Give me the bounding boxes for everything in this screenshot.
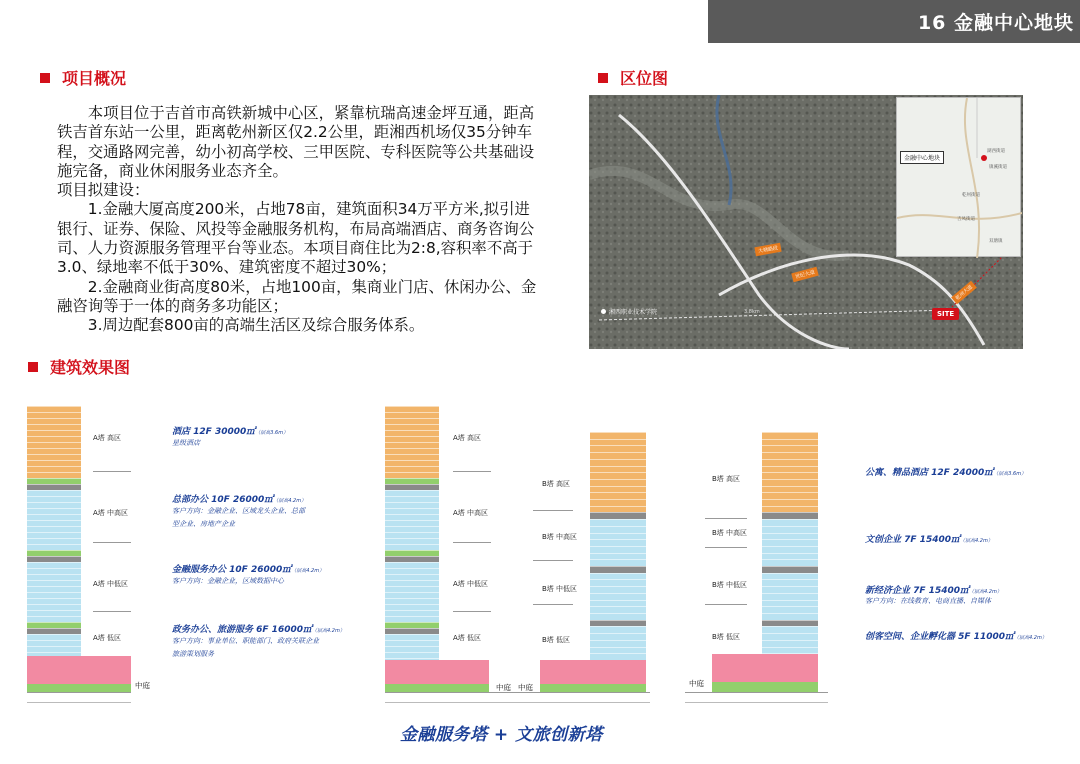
tower-floor [762, 432, 818, 439]
tower-floor [590, 653, 646, 660]
tower-floor [590, 606, 646, 613]
annotation-title: 新经济企业 7F 15400㎡（层高4.2m） [865, 586, 1002, 596]
annotation-text: 客户方向：金融企业，区域数据中心 [172, 577, 284, 585]
distance-label: 3.8km [744, 309, 760, 315]
tower-floor [590, 553, 646, 560]
tower-floor [590, 459, 646, 466]
tower-floor [762, 620, 818, 627]
zone-label: B塔 低区 [712, 633, 741, 641]
tower-floor [590, 506, 646, 513]
zone-divider [533, 560, 573, 561]
tower-floor [590, 432, 646, 439]
inset-place-label: 镇溪街道 [989, 165, 1007, 170]
tower-b-diagram [685, 384, 1070, 710]
tower-floor [590, 647, 646, 654]
tower-a-floors [27, 406, 81, 676]
section-renderings-title: 建筑效果图 [50, 358, 131, 377]
annotation-text: 客户方向：在线教育、电商直播、自媒体 [865, 597, 991, 605]
tower-floor [590, 546, 646, 553]
overview-text [57, 104, 545, 336]
diagram-caption: 金融服务塔 + 文旅创新塔 [400, 725, 603, 745]
tower-floor [590, 445, 646, 452]
tower-floor [590, 526, 646, 533]
tower-floor [762, 633, 818, 640]
tower-floor [762, 466, 818, 473]
courtyard-label: 中庭 [518, 683, 533, 692]
overview-paragraph: 本项目位于吉首市高铁新城中心区，紧靠杭瑞高速金坪互通，距高铁吉首东站一公里，距离乾州新区仅2.2公里，距湘西机场仅35分钟车程，交通路网完善，幼小初高学校、三甲医院、专科医院等公共基础设施完备，商业休闲服务业态齐全。 [57, 104, 535, 180]
tower-floor [590, 579, 646, 586]
ground-line [385, 692, 650, 702]
zone-divider [453, 471, 491, 472]
tower-floor [590, 613, 646, 620]
section-overview-title: 项目概况 [62, 69, 127, 88]
annotation-title: 政务办公、旅游服务 6F 16000㎡（层高4.2m） [172, 625, 345, 635]
tower-a-diagram [27, 384, 372, 710]
inset-place-label: 湖西街道 [987, 149, 1005, 154]
tower-floor [590, 499, 646, 506]
zone-divider [705, 518, 747, 519]
tower-floor [762, 472, 818, 479]
annotation-text: 客户方向：事业单位、职能部门、政府关联企业 [172, 637, 319, 645]
tower-floor [762, 452, 818, 459]
tower-floor [590, 620, 646, 627]
section-overview-heading [40, 66, 126, 89]
courtyard-label: 中庭 [135, 681, 150, 690]
zone-divider [93, 542, 131, 543]
podium [385, 660, 489, 692]
tower-floor [762, 613, 818, 620]
annotation-title: 创客空间、企业孵化器 5F 11000㎡（层高4.2m） [865, 632, 1047, 642]
tower-b-floors [762, 432, 818, 660]
tower-floor [762, 647, 818, 654]
tower-floor [762, 533, 818, 540]
annotation-title: 文创企业 7F 15400㎡（层高4.2m） [865, 535, 993, 545]
tower-a-floors [385, 406, 439, 676]
tower-floor [590, 512, 646, 519]
zone-label: A塔 低区 [93, 634, 122, 642]
tower-floor [590, 573, 646, 580]
annotation-title: 公寓、精品酒店 12F 24000㎡（层高3.6m） [865, 468, 1027, 478]
location-map [589, 95, 1023, 349]
podium-green-floor [540, 684, 646, 692]
tower-floor [762, 626, 818, 633]
podium-retail-floors [27, 656, 131, 684]
inset-place-label: 乾州街道 [962, 193, 980, 198]
zone-label: A塔 中高区 [453, 509, 489, 517]
tower-a-b-diagram [385, 384, 660, 710]
overview-paragraph: 2.金融商业街高度80米，占地100亩，集商业门店、休闲办公、金融咨询等于一体的商务多功能区； [57, 277, 537, 315]
tower-floor [590, 479, 646, 486]
tower-floor [762, 526, 818, 533]
tower-floor [762, 439, 818, 446]
ground-line [385, 702, 650, 703]
annotation-text: 旅游策划服务 [172, 650, 214, 658]
page-title: 16 金融中心地块 [917, 12, 1074, 34]
zone-label: B塔 中低区 [712, 581, 748, 589]
zone-divider [705, 547, 747, 548]
annotation-title: 总部办公 10F 26000㎡（层高4.2m） [172, 495, 307, 505]
podium-retail-floors [540, 660, 646, 684]
annotation-title: 金融服务办公 10F 26000㎡（层高4.2m） [172, 565, 325, 575]
tower-floor [590, 466, 646, 473]
road-tag: 大塘路段 [754, 243, 781, 256]
tower-floor [762, 559, 818, 566]
school-marker [601, 307, 657, 316]
tower-b-floors [590, 432, 646, 660]
podium [540, 660, 646, 692]
annotation-text: 星级酒店 [172, 439, 200, 447]
tower-floor [590, 640, 646, 647]
inset-site-label: 金融中心地块 [900, 151, 944, 164]
zone-divider [93, 471, 131, 472]
overview-paragraph: 3.周边配套800亩的高端生活区及综合服务体系。 [87, 316, 425, 335]
ground-line [685, 692, 828, 702]
zone-divider [453, 542, 491, 543]
annotation-text: 型企业、房地产企业 [172, 520, 235, 528]
section-location-heading [598, 66, 668, 89]
bullet-square-icon [28, 362, 38, 372]
tower-floor [762, 593, 818, 600]
tower-floor [762, 499, 818, 506]
tower-floor [762, 573, 818, 580]
annotation-text: 客户方向：金融企业、区域龙头企业、总部 [172, 507, 305, 515]
tower-floor [590, 519, 646, 526]
tower-floor [762, 479, 818, 486]
tower-floor [590, 626, 646, 633]
tower-floor [762, 553, 818, 560]
tower-floor [590, 486, 646, 493]
overview-paragraph: 项目拟建设： [57, 181, 150, 200]
tower-floor [762, 506, 818, 513]
tower-floor [590, 452, 646, 459]
podium-green-floor [385, 684, 489, 692]
tower-floor [762, 546, 818, 553]
tower-floor [590, 533, 646, 540]
tower-floor [590, 539, 646, 546]
tower-floor [590, 600, 646, 607]
section-location-title: 区位图 [620, 69, 669, 88]
tower-floor [762, 445, 818, 452]
road-tag: 乾州大道 [951, 281, 977, 305]
zone-label: A塔 低区 [453, 634, 482, 642]
zone-label: A塔 中低区 [93, 580, 129, 588]
courtyard-label: 中庭 [689, 679, 704, 688]
tower-floor [762, 519, 818, 526]
bullet-square-icon [598, 73, 608, 83]
zone-label: A塔 高区 [93, 434, 122, 442]
tower-floor [590, 559, 646, 566]
tower-floor [762, 586, 818, 593]
tower-floor [762, 640, 818, 647]
tower-floor [590, 472, 646, 479]
tower-floor [590, 439, 646, 446]
podium [27, 656, 131, 692]
tower-floor [762, 579, 818, 586]
bullet-square-icon [40, 73, 50, 83]
zone-label: B塔 高区 [542, 480, 571, 488]
zone-divider [453, 611, 491, 612]
zone-label: B塔 高区 [712, 475, 741, 483]
tower-floor [762, 606, 818, 613]
tower-floor [590, 633, 646, 640]
tower-floor [762, 539, 818, 546]
zone-divider [533, 510, 573, 511]
zone-label: A塔 中高区 [93, 509, 129, 517]
tower-floor [762, 492, 818, 499]
courtyard-label: 中庭 [496, 683, 511, 692]
tower-floor [590, 586, 646, 593]
location-dot-icon [601, 309, 606, 314]
zone-label: B塔 中高区 [712, 529, 748, 537]
tower-floor [590, 593, 646, 600]
tower-floor [762, 600, 818, 607]
overview-paragraph: 1.金融大厦高度200米，占地78亩，建筑面积34万平方米,拟引进银行、证券、保险、风投等金融服务机构，布局高端酒店、商务咨询公司、人力资源服务管理平台等业态。本项目商住比为2:8,容积率不高于3.0、绿地率不低于30%、建筑密度不超过30%； [57, 200, 535, 277]
site-marker: SITE [932, 308, 959, 320]
section-renderings-heading [28, 355, 130, 378]
annotation-title: 酒店 12F 30000㎡（层高3.6m） [172, 427, 289, 437]
zone-divider [705, 604, 747, 605]
tower-floor [590, 492, 646, 499]
inset-map-graphic [897, 98, 1022, 258]
podium-retail-floors [712, 654, 818, 682]
map-inset [896, 97, 1021, 257]
zone-divider [93, 611, 131, 612]
podium-retail-floors [385, 660, 489, 684]
tower-floor [762, 566, 818, 573]
zone-label: A塔 高区 [453, 434, 482, 442]
zone-label: A塔 中低区 [453, 580, 489, 588]
ground-line [27, 702, 131, 703]
zone-label: B塔 中高区 [542, 533, 578, 541]
podium-green-floor [27, 684, 131, 692]
podium-green-floor [712, 682, 818, 692]
zone-label: B塔 低区 [542, 636, 571, 644]
ground-line [685, 702, 828, 703]
page-title-bar [708, 0, 1080, 43]
inset-place-label: 吉凤街道 [957, 217, 975, 222]
tower-floor [762, 486, 818, 493]
tower-floor [590, 566, 646, 573]
podium [712, 654, 818, 692]
inset-place-label: 双塘镇 [989, 239, 1003, 244]
tower-floor [762, 459, 818, 466]
zone-divider [533, 604, 573, 605]
school-label: 湘西职业技术学院 [609, 309, 658, 316]
ground-line [27, 692, 131, 702]
tower-floor [762, 512, 818, 519]
road-tag: 世纪大道 [791, 267, 818, 282]
zone-label: B塔 中低区 [542, 585, 578, 593]
